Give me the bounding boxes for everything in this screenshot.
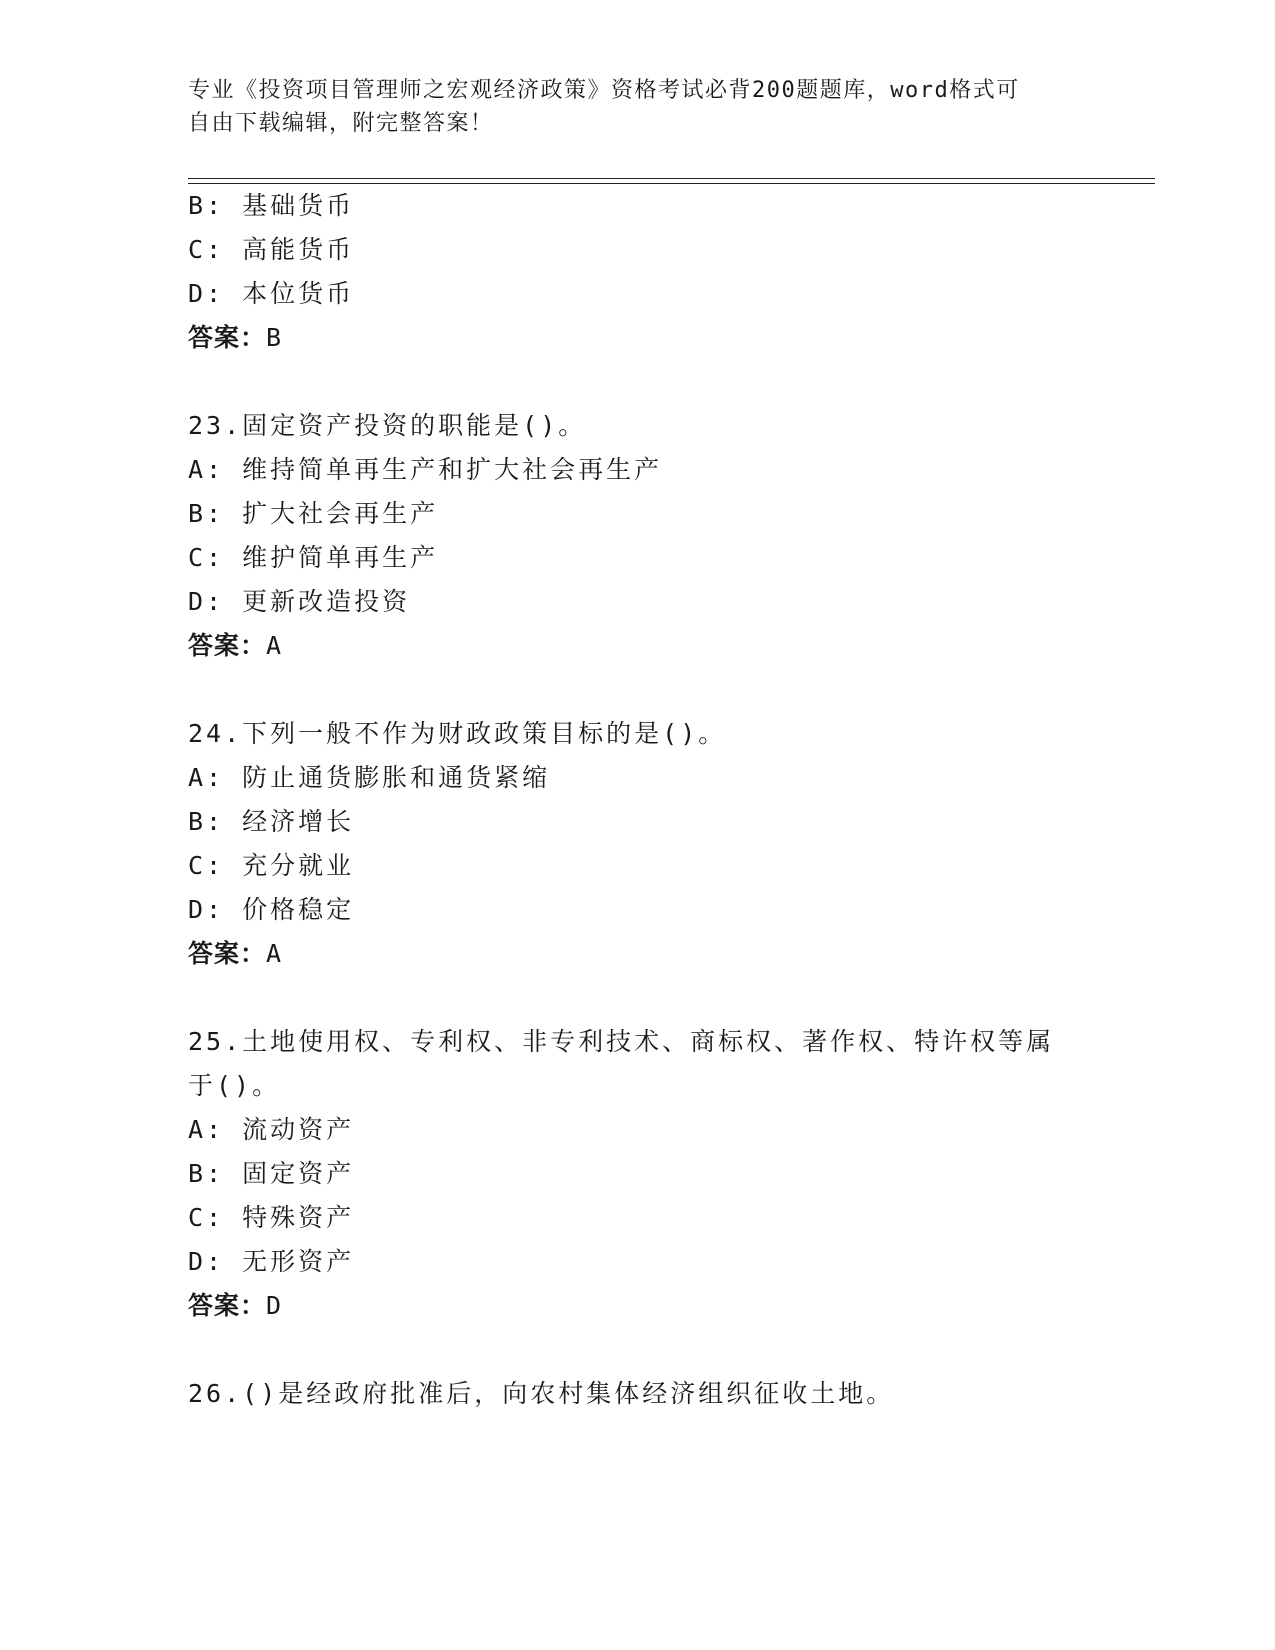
q25-option-d: D: 无形资产 [188,1247,355,1276]
header-line-2: 自由下载编辑，附完整答案！ [188,111,494,136]
document-header [188,74,1068,140]
q24-option-d: D: 价格稳定 [188,895,355,924]
q23-option-c: C: 维护简单再生产 [188,543,439,572]
q22-option-b: B: 基础货币 [188,191,355,220]
q22-option-c: C: 高能货币 [188,235,355,264]
q25-question-line-1: 25.土地使用权、专利权、非专利技术、商标权、著作权、特许权等属 [188,1027,1055,1056]
header-line-1: 专业《投资项目管理师之宏观经济政策》资格考试必背200题题库，word格式可 [188,78,1020,103]
q24-option-c: C: 充分就业 [188,851,355,880]
q23-option-a: A: 维持简单再生产和扩大社会再生产 [188,455,663,484]
q24-answer-label: 答案： [188,939,267,968]
q23-question: 23.固定资产投资的职能是()。 [188,411,587,440]
q24-answer-value: A [266,939,283,968]
q25-answer-label: 答案： [188,1291,267,1320]
q22-option-d: D: 本位货币 [188,279,355,308]
q24-question: 24.下列一般不作为财政政策目标的是()。 [188,719,727,748]
header-divider-bottom [188,183,1155,184]
q23-answer-value: A [266,631,283,660]
q23-option-b: B: 扩大社会再生产 [188,499,439,528]
q26-question: 26.()是经政府批准后，向农村集体经济组织征收土地。 [188,1379,895,1408]
q23-answer-label: 答案： [188,631,267,660]
q25-answer [188,1290,282,1322]
q25-option-c: C: 特殊资产 [188,1203,355,1232]
q24-option-b: B: 经济增长 [188,807,355,836]
q22-answer [188,322,282,354]
q25-answer-value: D [266,1291,283,1320]
q25-option-b: B: 固定资产 [188,1159,355,1188]
q23-answer [188,630,282,662]
q24-answer [188,938,282,970]
q25-question-line-2: 于()。 [188,1071,281,1100]
q22-answer-value: B [266,323,283,352]
q23-option-d: D: 更新改造投资 [188,587,411,616]
header-divider-top [188,178,1155,179]
q25-option-a: A: 流动资产 [188,1115,355,1144]
q22-answer-label: 答案： [188,323,267,352]
q24-option-a: A: 防止通货膨胀和通货紧缩 [188,763,551,792]
